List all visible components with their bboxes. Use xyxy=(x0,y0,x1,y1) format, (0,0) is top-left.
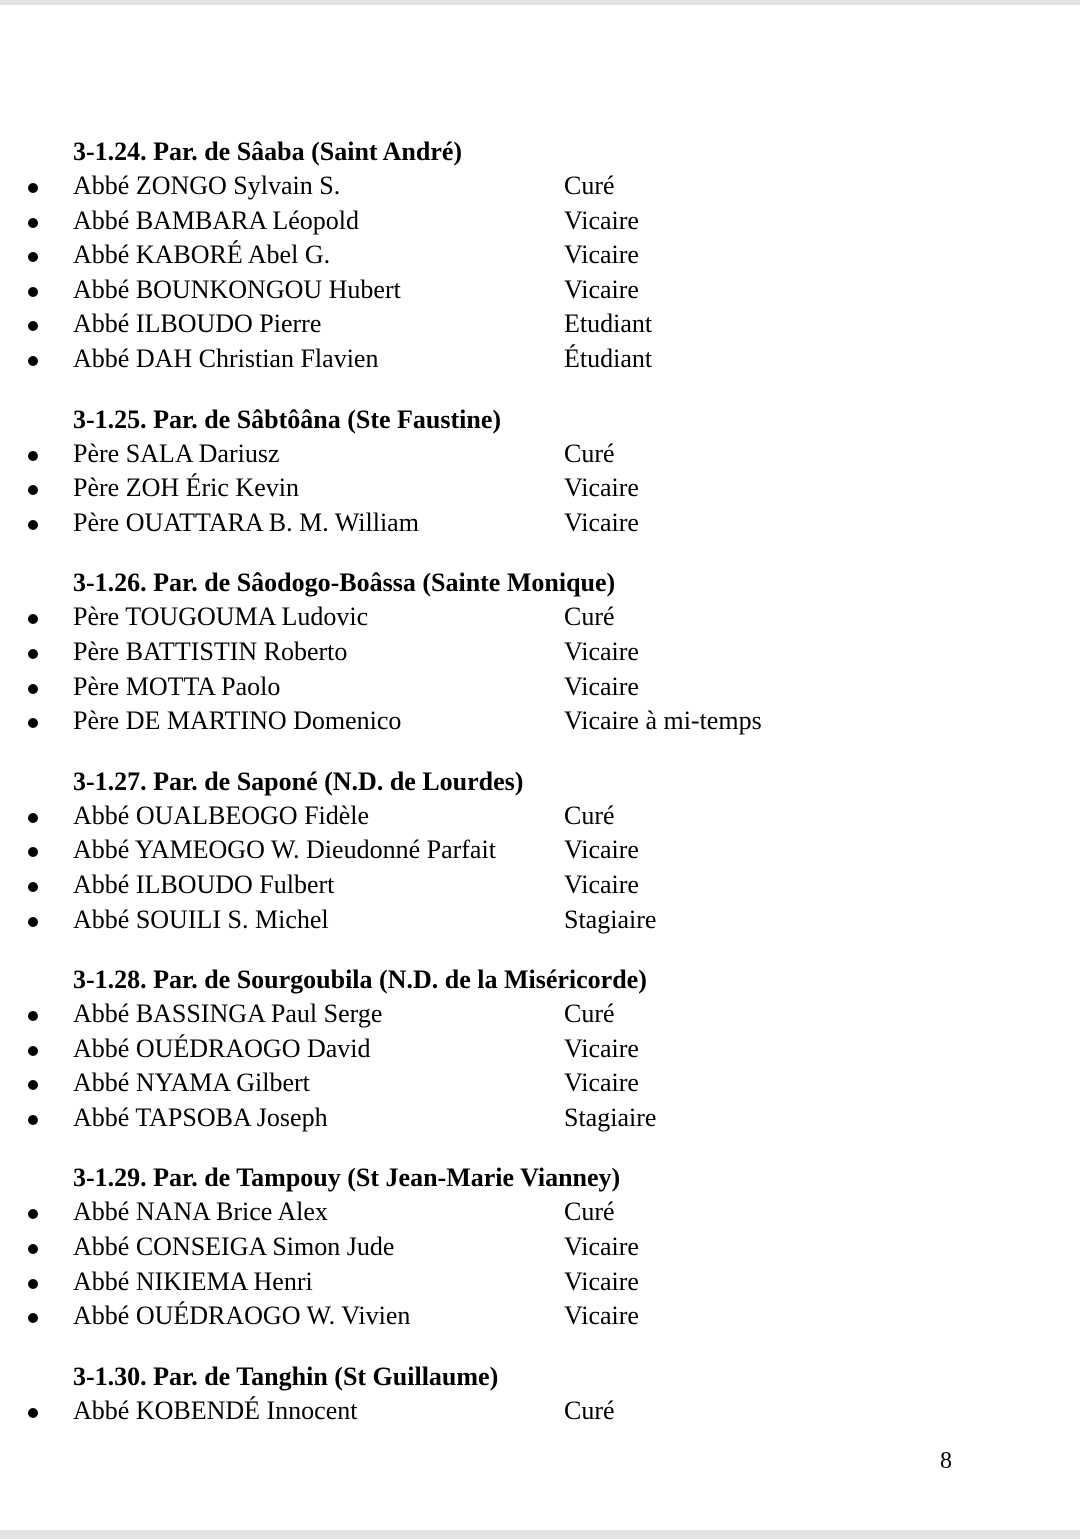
person-role: Vicaire xyxy=(564,869,639,899)
person-role: Vicaire xyxy=(564,636,639,666)
person-role: Vicaire xyxy=(564,671,639,701)
person-role: Vicaire xyxy=(564,1033,639,1063)
bullet-icon xyxy=(28,485,38,495)
bullet-icon xyxy=(28,614,38,624)
person-name: Père SALA Dariusz xyxy=(73,438,280,468)
bullet-icon xyxy=(28,1011,38,1021)
list-item xyxy=(0,273,1080,308)
bullet-icon xyxy=(28,1115,38,1125)
person-name: Abbé ILBOUDO Fulbert xyxy=(73,869,335,899)
section-heading: 3-1.25. Par. de Sâbtôâna (Ste Faustine) xyxy=(73,404,502,434)
list-item xyxy=(0,169,1080,204)
bullet-icon xyxy=(28,882,38,892)
list-item xyxy=(0,833,1080,868)
list-item xyxy=(0,1101,1080,1136)
bullet-icon xyxy=(28,813,38,823)
parish-section xyxy=(0,1360,1080,1429)
person-name: Père TOUGOUMA Ludovic xyxy=(73,602,369,632)
section-heading: 3-1.29. Par. de Tampouy (St Jean-Marie Vianney) xyxy=(73,1163,621,1193)
parish-section xyxy=(0,1161,1080,1333)
person-name: Abbé CONSEIGA Simon Jude xyxy=(73,1232,395,1262)
person-role: Vicaire xyxy=(564,1068,639,1098)
section-heading: 3-1.27. Par. de Saponé (N.D. de Lourdes) xyxy=(73,766,524,796)
person-name: Abbé BAMBARA Léopold xyxy=(73,205,359,235)
bullet-icon xyxy=(28,718,38,728)
person-role: Vicaire xyxy=(564,835,639,865)
person-role: Vicaire xyxy=(564,274,639,304)
person-role: Curé xyxy=(564,800,615,830)
bullet-icon xyxy=(28,684,38,694)
person-role: Vicaire xyxy=(564,473,639,503)
person-name: Père MOTTA Paolo xyxy=(73,671,281,701)
person-name: Abbé OUÉDRAOGO David xyxy=(73,1033,371,1063)
section-heading: 3-1.28. Par. de Sourgoubila (N.D. de la Miséricorde) xyxy=(73,965,647,995)
person-role: Vicaire xyxy=(564,1301,639,1331)
person-role: Stagiaire xyxy=(564,904,657,934)
parish-section xyxy=(0,566,1080,738)
person-name: Abbé TAPSOBA Joseph xyxy=(73,1102,328,1132)
bullet-icon xyxy=(28,1408,38,1418)
person-name: Abbé BASSINGA Paul Serge xyxy=(73,999,383,1029)
list-item xyxy=(0,1195,1080,1230)
person-name: Abbé BOUNKONGOU Hubert xyxy=(73,274,401,304)
list-item xyxy=(0,670,1080,705)
bullet-icon xyxy=(28,1046,38,1056)
person-role: Vicaire xyxy=(564,1266,639,1296)
bullet-icon xyxy=(28,520,38,530)
person-name: Abbé OUÉDRAOGO W. Vivien xyxy=(73,1301,411,1331)
list-item xyxy=(0,903,1080,938)
section-heading: 3-1.24. Par. de Sâaba (Saint André) xyxy=(73,137,463,166)
person-name: Abbé NYAMA Gilbert xyxy=(73,1068,310,1098)
list-item xyxy=(0,238,1080,273)
person-name: Abbé ILBOUDO Pierre xyxy=(73,309,322,339)
bullet-icon xyxy=(28,356,38,366)
person-name: Abbé NIKIEMA Henri xyxy=(73,1266,313,1296)
list-item xyxy=(0,437,1080,472)
list-item xyxy=(0,307,1080,342)
person-role: Curé xyxy=(564,438,615,468)
person-role: Vicaire à mi-temps xyxy=(564,706,762,736)
list-item xyxy=(0,868,1080,903)
person-name: Abbé NANA Brice Alex xyxy=(73,1197,328,1227)
person-role: Vicaire xyxy=(564,240,639,270)
list-item xyxy=(0,506,1080,541)
person-name: Abbé SOUILI S. Michel xyxy=(73,904,329,934)
list-item xyxy=(0,799,1080,834)
list-item xyxy=(0,204,1080,239)
page-number: 8 xyxy=(940,1448,952,1474)
list-item xyxy=(0,635,1080,670)
bullet-icon xyxy=(28,1244,38,1254)
person-name: Abbé YAMEOGO W. Dieudonné Parfait xyxy=(73,835,496,865)
parish-section xyxy=(0,765,1080,937)
bullet-icon xyxy=(28,321,38,331)
person-role: Curé xyxy=(564,1197,615,1227)
bullet-icon xyxy=(28,1209,38,1219)
bullet-icon xyxy=(28,218,38,228)
bullet-icon xyxy=(28,1313,38,1323)
list-item xyxy=(0,342,1080,377)
person-role: Curé xyxy=(564,171,615,200)
parish-list xyxy=(0,135,1080,1454)
person-role: Vicaire xyxy=(564,1232,639,1262)
bullet-icon xyxy=(28,1080,38,1090)
list-item xyxy=(0,1066,1080,1101)
person-name: Père OUATTARA B. M. William xyxy=(73,507,419,537)
list-item xyxy=(0,704,1080,739)
list-item xyxy=(0,1265,1080,1300)
person-name: Père DE MARTINO Domenico xyxy=(73,706,402,736)
person-role: Vicaire xyxy=(564,205,639,235)
bullet-icon xyxy=(28,847,38,857)
bullet-icon xyxy=(28,1279,38,1289)
person-name: Abbé OUALBEOGO Fidèle xyxy=(73,800,370,830)
list-item xyxy=(0,1032,1080,1067)
list-item xyxy=(0,1230,1080,1265)
section-heading: 3-1.26. Par. de Sâodogo-Boâssa (Sainte Monique) xyxy=(73,568,616,598)
person-name: Abbé KABORÉ Abel G. xyxy=(73,240,331,270)
list-item xyxy=(0,1299,1080,1334)
bullet-icon xyxy=(28,451,38,461)
person-name: Père ZOH Éric Kevin xyxy=(73,473,299,503)
person-name: Abbé KOBENDÉ Innocent xyxy=(73,1395,358,1425)
bullet-icon xyxy=(28,649,38,659)
parish-section xyxy=(0,403,1080,541)
person-name: Père BATTISTIN Roberto xyxy=(73,636,348,666)
list-item xyxy=(0,1394,1080,1429)
bullet-icon xyxy=(28,183,38,193)
person-role: Etudiant xyxy=(564,309,653,339)
person-name: Abbé DAH Christian Flavien xyxy=(73,343,379,373)
list-item xyxy=(0,471,1080,506)
parish-section xyxy=(0,135,1080,377)
person-role: Curé xyxy=(564,602,615,632)
bullet-icon xyxy=(28,252,38,262)
person-role: Stagiaire xyxy=(564,1102,657,1132)
person-role: Étudiant xyxy=(564,343,653,373)
list-item xyxy=(0,600,1080,635)
parish-section xyxy=(0,963,1080,1135)
person-name: Abbé ZONGO Sylvain S. xyxy=(73,171,341,200)
bullet-icon xyxy=(28,917,38,927)
bullet-icon xyxy=(28,287,38,297)
person-role: Curé xyxy=(564,999,615,1029)
document-page xyxy=(0,5,1080,1530)
person-role: Vicaire xyxy=(564,507,639,537)
list-item xyxy=(0,997,1080,1032)
section-heading: 3-1.30. Par. de Tanghin (St Guillaume) xyxy=(73,1361,499,1391)
person-role: Curé xyxy=(564,1395,615,1425)
